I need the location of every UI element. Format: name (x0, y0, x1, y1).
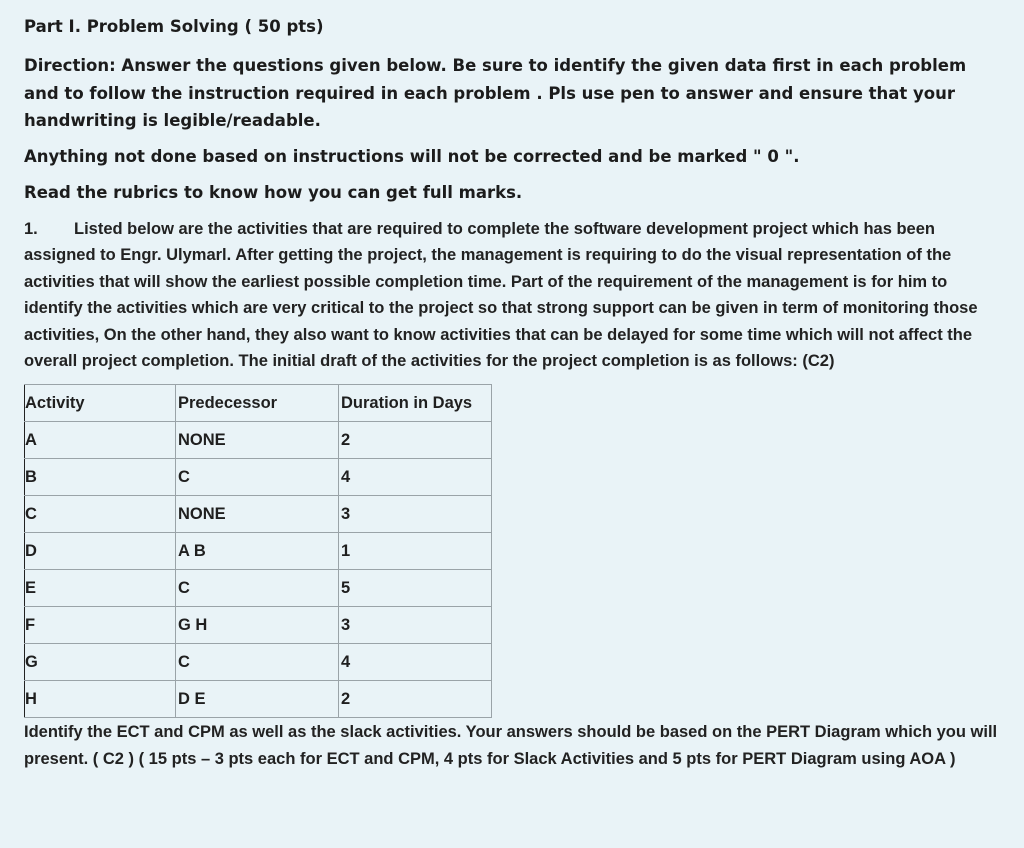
part-title: Part I. Problem Solving ( 50 pts) (24, 17, 324, 36)
table-row (25, 607, 492, 644)
table-row (25, 570, 492, 607)
direction-text: Direction: Answer the questions given below. Be sure to identify the given data first in each problem and to follow the instruction required in each problem . Pls use pen to answer and ensure that your handwriting is legible/readable. (24, 56, 967, 130)
cell-activity: F (25, 607, 176, 644)
cell-predecessor: D E (176, 681, 339, 718)
cell-duration: 2 (339, 422, 492, 459)
cell-predecessor: A B (176, 533, 339, 570)
cell-activity: G (25, 644, 176, 681)
table-row (25, 496, 492, 533)
cell-duration: 4 (339, 644, 492, 681)
rubrics-text: Read the rubrics to know how you can get full marks. (24, 182, 523, 202)
header-activity: Activity (25, 385, 176, 422)
cell-predecessor: C (176, 644, 339, 681)
cell-predecessor: G H (176, 607, 339, 644)
cell-duration: 4 (339, 459, 492, 496)
cell-duration: 5 (339, 570, 492, 607)
cell-activity: H (25, 681, 176, 718)
header-duration: Duration in Days (339, 385, 492, 422)
cell-activity: B (25, 459, 176, 496)
cell-predecessor: C (176, 570, 339, 607)
cell-predecessor: C (176, 459, 339, 496)
header-predecessor: Predecessor (176, 385, 339, 422)
table-row (25, 459, 492, 496)
table-row (25, 681, 492, 718)
table-row (25, 533, 492, 570)
cell-predecessor: NONE (176, 496, 339, 533)
cell-predecessor: NONE (176, 422, 339, 459)
cell-duration: 2 (339, 681, 492, 718)
table-row (25, 422, 492, 459)
document-page (24, 14, 1004, 773)
cell-duration: 3 (339, 496, 492, 533)
cell-activity: E (25, 570, 176, 607)
cell-activity: A (25, 422, 176, 459)
cell-duration: 1 (339, 533, 492, 570)
warning-text: Anything not done based on instructions will not be corrected and be marked " 0 ". (24, 146, 800, 166)
footer-instruction: Identify the ECT and CPM as well as the slack activities. Your answers should be based on the PERT Diagram which you will present. ( C2 ) ( 15 pts – 3 pts each for ECT and CPM, 4 pts for Slack Activities and 5 pts for PERT Diagram using AOA ) (24, 723, 998, 769)
question-body (24, 216, 1004, 376)
table-header-row (25, 385, 492, 422)
cell-duration: 3 (339, 607, 492, 644)
cell-activity: C (25, 496, 176, 533)
cell-activity: D (25, 533, 176, 570)
table-row (25, 644, 492, 681)
activity-table (24, 384, 492, 718)
question-number: 1. (24, 219, 38, 238)
question-text: Listed below are the activities that are required to complete the software development project which has been assigned to Engr. Ulymarl. After getting the project, the management is requiring to do the visual representation of the activities that will show the earliest possible completion time. Part of the requirement of the management is for him to identify the activities which are very critical to the project so that strong support can be given in term of monitoring those activities, On the other hand, they also want to know activities that can be delayed for some time which will not affect the overall project completion. The initial draft of the activities for the project completion is as follows: (C2) (24, 219, 978, 371)
